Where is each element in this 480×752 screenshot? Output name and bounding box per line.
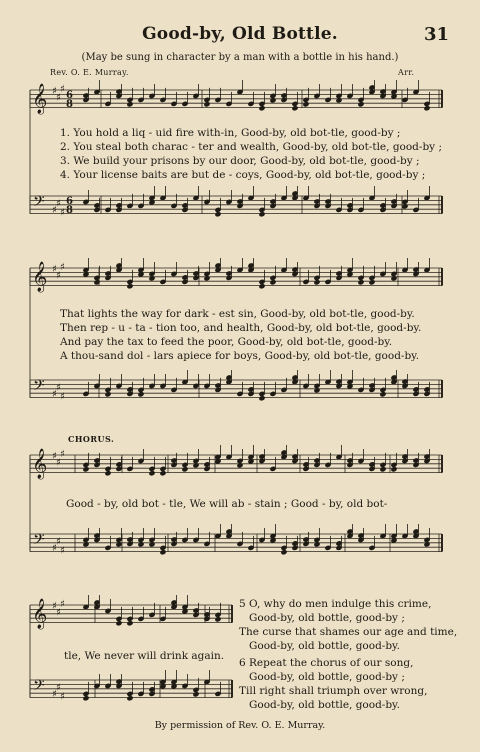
chorus-lyric: Good - by, old bot - tle, We will ab - stain ; Good - by, old bot- (66, 498, 388, 510)
system1-treble-time-8: 8 (66, 99, 73, 110)
system1-bass-time-8: 8 (66, 205, 73, 216)
system1-bass-notehead (259, 212, 265, 217)
system1-bass-sharp-sign: ♯ (56, 198, 61, 210)
system1-treble-sharp-sign: ♯ (60, 83, 65, 95)
system1-treble-notehead (259, 106, 265, 111)
system1-treble-notehead (127, 102, 133, 107)
system4-treble-notehead (215, 617, 221, 622)
arranger-credit: Arr. (398, 68, 415, 77)
system3-treble-notehead (160, 471, 166, 476)
system1-treble-notehead (303, 102, 309, 107)
verse-5-line-2: Good-by, old bottle, good-by ; (249, 612, 405, 624)
system1-treble-clef: 𝄞 (32, 84, 48, 114)
chorus-label: CHORUS. (68, 434, 115, 444)
system2-bass-sharp-sign: ♯ (60, 391, 65, 403)
system1-bass-sharp-sign: ♯ (60, 207, 65, 219)
system4-bass-final-bar-thick (231, 680, 233, 698)
system2-bass-notehead (259, 396, 265, 401)
system4-treble-sharp-sign: ♯ (60, 598, 65, 610)
system4-treble-final-bar-thick (231, 605, 233, 623)
system3-bass-notehead (281, 550, 287, 555)
system2-treble-sharp-sign: ♯ (52, 264, 57, 275)
verse-6-line-2: Good-by, old bottle, good-by ; (249, 671, 405, 683)
final-lyric: tle, We never will drink again. (64, 650, 225, 662)
system1-bass-final-bar-thick (441, 196, 443, 214)
system1-treble-sharp-sign: ♯ (56, 92, 61, 104)
system1-treble-time-6: 6 (66, 90, 73, 101)
system4-bass-notehead (127, 696, 133, 701)
system4-treble-notehead (116, 621, 122, 626)
system3-bass-sharp-sign: ♯ (52, 543, 57, 555)
system1-treble-notehead (424, 106, 430, 111)
page-title: Good-by, Old Bottle. (142, 24, 338, 44)
system1-treble-notehead (358, 102, 364, 107)
verse-5-line-1: 5 O, why do men indulge this crime, (239, 598, 432, 610)
system3-treble-notehead (182, 467, 188, 472)
system4-bass-notehead (193, 692, 199, 697)
verse-5-line-3: The curse that shames our age and time, (239, 626, 458, 638)
system3-treble-clef: 𝄞 (32, 449, 48, 479)
system2-treble-final-bar-thick (441, 268, 443, 286)
page-number: 31 (424, 24, 450, 45)
system2-bass-sharp-sign: ♯ (52, 389, 57, 401)
system3-treble-sharp-sign: ♯ (60, 448, 65, 460)
system4-bass-notehead (83, 696, 89, 701)
system2-treble-notehead (369, 280, 375, 285)
system2-treble-sharp-sign: ♯ (56, 270, 61, 282)
system1-treble-notehead (292, 106, 298, 111)
system3-bass-final-bar-thick (441, 534, 443, 552)
author-credit: Rev. O. E. Murray. (50, 68, 129, 77)
system4-treble-clef: 𝄞 (32, 599, 48, 629)
system1-lyric-verse-3: 3. We build your prisons by our door, Good-by, old bot-tle, good-by ; (60, 155, 420, 167)
system2-treble-notehead (127, 284, 133, 289)
system2-bass-final-bar-thick (441, 380, 443, 398)
system2-treble-sharp-sign: ♯ (60, 261, 65, 273)
system3-bass-sharp-sign: ♯ (60, 545, 65, 557)
system2-bass-notehead (105, 392, 111, 397)
system1-bass-notehead (215, 212, 221, 217)
system1-treble-final-bar-thick (441, 90, 443, 108)
system1-lyric-verse-4: 4. Your license baits are but de - coys, Good-by, old bot-tle, good-by ; (60, 169, 426, 181)
system2-bass-notehead (380, 392, 386, 397)
system3-bass-sharp-sign: ♯ (56, 536, 61, 548)
system4-bass-clef: 𝄢 (33, 677, 45, 698)
system4-bass-sharp-sign: ♯ (52, 689, 57, 701)
system3-treble-sharp-sign: ♯ (56, 457, 61, 469)
system3-treble-notehead (105, 471, 111, 476)
system2-bass-clef: 𝄢 (33, 377, 45, 398)
system2-treble-notehead (259, 284, 265, 289)
system3-treble-notehead (380, 467, 386, 472)
system1-bass-time-6: 6 (66, 196, 73, 207)
performance-note: (May be sung in character by a man with a bottle in his hand.) (81, 52, 399, 63)
system3-treble-notehead (83, 467, 89, 472)
verse-5-line-4: Good-by, old bottle, good-by. (249, 640, 400, 652)
system4-treble-sharp-sign: ♯ (56, 607, 61, 619)
system3-bass-clef: 𝄢 (33, 531, 45, 552)
system4-bass-sharp-sign: ♯ (56, 682, 61, 694)
system2-lyric-verse-4: A thou-sand dol - lars apiece for boys, Good-by, old bot-tle, good-by. (60, 350, 420, 362)
system4-treble-sharp-sign: ♯ (52, 601, 57, 612)
system4-bass-sharp-sign: ♯ (60, 691, 65, 703)
system2-lyric-verse-1: That lights the way for dark - est sin, Good-by, old bot-tle, good-by. (60, 308, 415, 320)
system4-treble-notehead (127, 621, 133, 626)
system2-treble-notehead (314, 280, 320, 285)
system2-lyric-verse-3: And pay the tax to feed the poor, Good-by, old bot-tle, good-by. (60, 336, 393, 348)
system3-treble-sharp-sign: ♯ (52, 451, 57, 462)
system1-treble-sharp-sign: ♯ (52, 86, 57, 97)
system2-treble-clef: 𝄞 (32, 262, 48, 292)
system1-bass-clef: 𝄢 (33, 193, 45, 214)
verse-6-line-4: Good-by, old bottle, good-by. (249, 699, 400, 711)
system3-bass-notehead (160, 550, 166, 555)
system1-lyric-verse-1: 1. You hold a liq - uid fire with-in, Good-by, old bot-tle, good-by ; (60, 127, 401, 139)
system1-lyric-verse-2: 2. You steal both charac - ter and wealth, Good-by, old bot-tle, good-by ; (60, 141, 442, 153)
verse-6-line-3: Till right shall triumph over wrong, (239, 685, 428, 697)
system2-treble-notehead (270, 280, 276, 285)
system2-bass-sharp-sign: ♯ (56, 382, 61, 394)
system2-lyric-verse-2: Then rep - u - ta - tion too, and health, Good-by, old bot-tle, good-by. (60, 322, 422, 334)
system1-treble-notehead (204, 102, 210, 107)
permission-credit: By permission of Rev. O. E. Murray. (154, 720, 326, 731)
system2-bass-notehead (138, 392, 144, 397)
system3-treble-notehead (149, 471, 155, 476)
system1-bass-sharp-sign: ♯ (52, 205, 57, 217)
system3-treble-notehead (391, 467, 397, 472)
system2-treble-notehead (358, 280, 364, 285)
verse-6-line-1: 6 Repeat the chorus of our song, (239, 657, 414, 669)
system3-treble-final-bar-thick (441, 455, 443, 473)
